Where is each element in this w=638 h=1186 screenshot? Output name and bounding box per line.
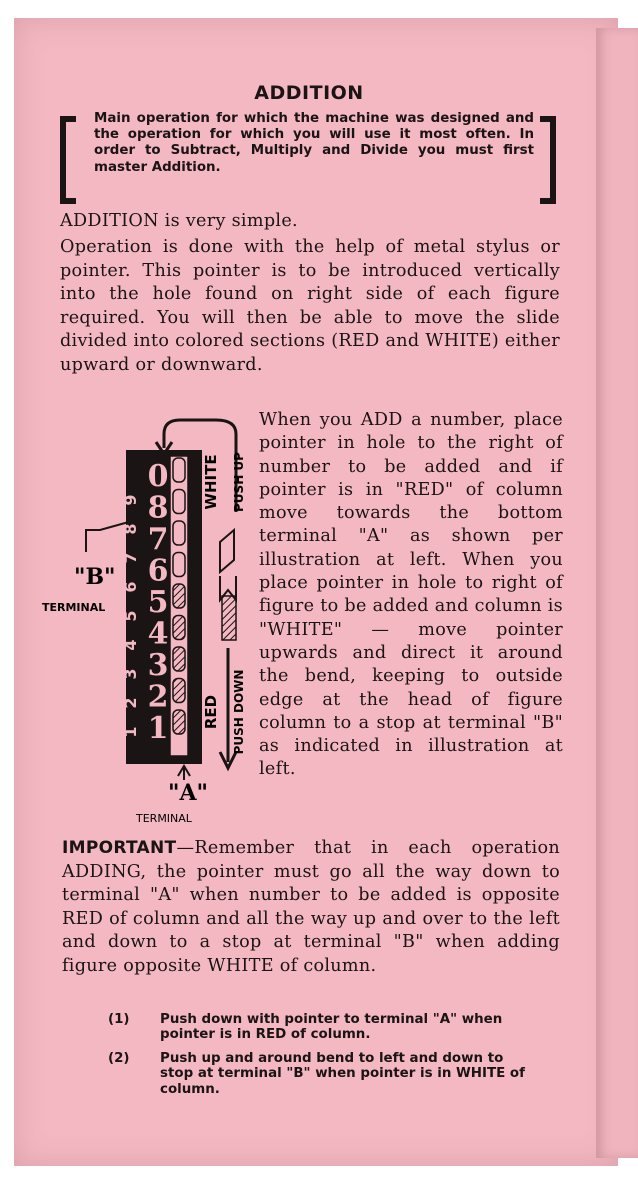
small-digit: 2 xyxy=(121,697,140,709)
terminal-b-mark: "B" xyxy=(74,564,116,590)
paragraph-simple: ADDITION is very simple. xyxy=(60,211,298,231)
small-digit-stack xyxy=(121,494,140,737)
page-title: ADDITION xyxy=(254,82,364,104)
terminal-a-mark: "A" xyxy=(168,780,208,806)
push-down-label: PUSH DOWN xyxy=(232,669,246,755)
red-hole-hatch xyxy=(173,647,185,671)
big-digit: 6 xyxy=(147,553,169,589)
instructions-right-column: When you ADD a number, place pointer in hole to the right of number to be added and if pointer is in "RED" of column move towards the bottom terminal "A" as shown per illustration at left. When you place pointer in hole to right of figure to be added and column is "WHITE" — move pointer upwards and direct it around the bend, keeping to outside edge at the head of figure column to a stop at terminal "B" as indicated in illustration at left. xyxy=(259,410,563,780)
step-number: (1) xyxy=(108,1012,130,1027)
big-digit: 7 xyxy=(147,522,169,557)
important-text: —Remember that in each operation ADDING, the pointer must go all the way down to terminal "A" when number to be added is opposite RED of column and all the way up and over to the left and down to a stop at terminal "B" when adding figure opposite WHITE of column. xyxy=(62,838,560,976)
big-digit: 5 xyxy=(147,585,169,620)
step-item xyxy=(108,1012,528,1043)
step-text: Push up and around bend to left and down to stop at terminal "B" when pointer is in WHITE of column. xyxy=(160,1050,525,1097)
small-digit: 1 xyxy=(121,726,140,738)
big-digit: 8 xyxy=(147,490,169,526)
small-digit: 3 xyxy=(121,668,140,680)
small-digit: 8 xyxy=(121,523,140,535)
small-digit: 9 xyxy=(121,494,140,506)
torn-edge xyxy=(596,28,638,1158)
big-digit: 2 xyxy=(147,679,169,715)
small-digit: 7 xyxy=(121,552,140,564)
red-hole-hatch xyxy=(173,616,185,640)
terminal-a-label: TERMINAL xyxy=(136,812,192,825)
important-label: IMPORTANT xyxy=(62,838,177,858)
pointer-hole xyxy=(173,521,185,545)
paragraph-operation: Operation is done with the help of metal stylus or pointer. This pointer is to be introduced vertically into the hole found on right side of each figure required. You will then be able to move the slide divided into colored sections (RED and WHITE) either upward or downward. xyxy=(60,237,560,375)
red-hole-hatch xyxy=(173,710,185,734)
red-slide-marker xyxy=(222,596,236,640)
big-digit: 3 xyxy=(147,648,169,683)
big-digit-stack xyxy=(148,459,169,746)
push-up-label: PUSH UP xyxy=(232,452,246,512)
pointer-hole xyxy=(173,553,185,577)
red-hole-hatch xyxy=(173,679,185,703)
left-bracket xyxy=(60,116,76,204)
terminal-b-label: TERMINAL xyxy=(42,601,106,614)
step-text: Push down with pointer to terminal "A" when pointer is in RED of column. xyxy=(160,1012,503,1043)
pointer-hole xyxy=(173,458,185,482)
step-item xyxy=(108,1051,528,1097)
intro-note: Main operation for which the machine was designed and the operation for which you will use it most often. In order to Subtract, Multiply and Divide you must first master Addition. xyxy=(94,111,534,175)
red-label: RED xyxy=(202,694,220,730)
red-hole-hatch xyxy=(173,584,185,608)
white-slide-marker xyxy=(220,530,234,572)
pointer-hole xyxy=(173,490,185,514)
addition-diagram xyxy=(40,412,260,832)
big-digit: 4 xyxy=(147,616,169,652)
small-digit: 4 xyxy=(121,639,140,651)
small-digit: 6 xyxy=(121,581,140,593)
big-digit: 1 xyxy=(147,711,169,746)
big-digit: 0 xyxy=(147,459,169,494)
small-digit: 5 xyxy=(121,610,140,622)
steps-list xyxy=(108,1012,528,1105)
step-number: (2) xyxy=(108,1050,130,1066)
red-hatched-section xyxy=(173,584,185,734)
white-label: WHITE xyxy=(202,454,220,510)
right-bracket xyxy=(540,116,556,204)
important-note xyxy=(62,837,560,979)
